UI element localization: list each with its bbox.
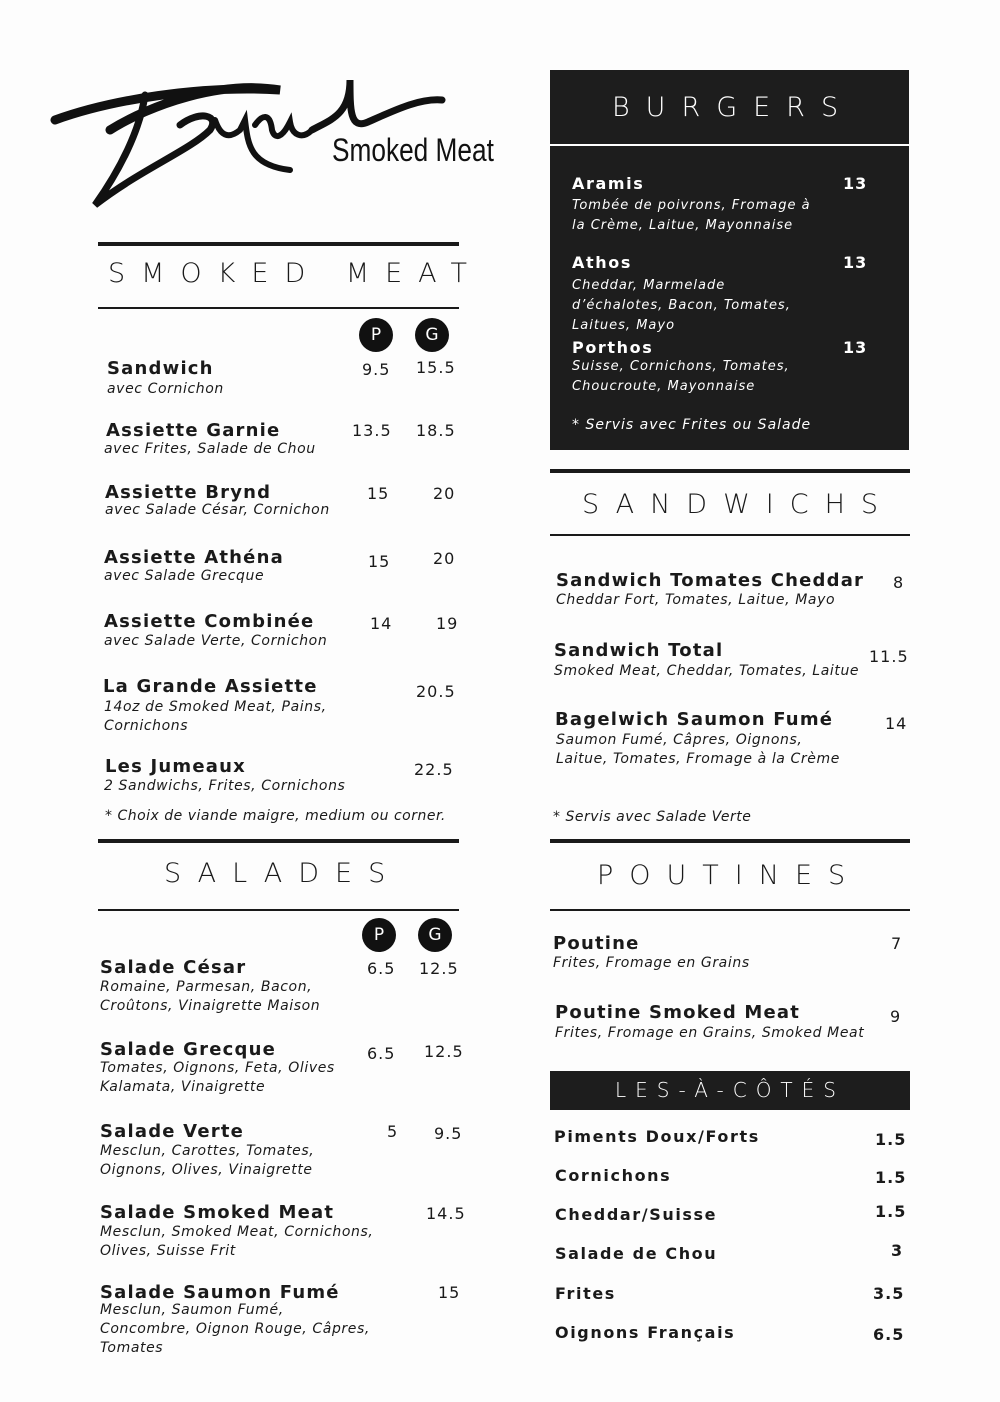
menu-item-name: Assiette Combinée bbox=[104, 611, 315, 632]
section-burgers bbox=[550, 70, 909, 450]
footnote: * Servis avec Salade Verte bbox=[553, 809, 752, 825]
menu-item-name: Aramis bbox=[572, 174, 645, 193]
menu-item-name: Salade Verte bbox=[100, 1121, 245, 1142]
section-title: POUTINES bbox=[597, 860, 862, 891]
menu-item-desc: Suisse, Cornichons, Tomates, Choucroute, Mayonnaise bbox=[572, 359, 790, 394]
price-g: 20.5 bbox=[416, 682, 456, 701]
price-g: 15 bbox=[438, 1283, 461, 1302]
price-g: 22.5 bbox=[414, 760, 454, 779]
price-p: 14 bbox=[370, 614, 393, 633]
price-p: 13.5 bbox=[352, 421, 392, 440]
menu-item-name: Sandwich bbox=[107, 358, 214, 379]
divider bbox=[98, 242, 459, 246]
price: 8 bbox=[893, 573, 905, 592]
menu-item-desc: avec Salade César, Cornichon bbox=[105, 502, 330, 518]
menu-item-name: La Grande Assiette bbox=[103, 676, 318, 697]
size-g-badge: G bbox=[418, 918, 452, 952]
menu-item-desc: Mesclun, Carottes, Tomates, Oignons, Olives, Vinaigrette bbox=[100, 1143, 315, 1178]
price: 13 bbox=[843, 174, 868, 193]
menu-item-name: Les Jumeaux bbox=[105, 756, 246, 777]
menu-item-desc: avec Cornichon bbox=[107, 381, 224, 397]
side-item-name: Frites bbox=[555, 1284, 616, 1303]
menu-item-desc: Cheddar Fort, Tomates, Laitue, Mayo bbox=[556, 592, 836, 608]
divider bbox=[550, 909, 910, 911]
menu-item-desc: avec Salade Grecque bbox=[104, 568, 265, 584]
section-title: SMOKED MEAT bbox=[108, 258, 484, 289]
price: 13 bbox=[843, 253, 868, 272]
brand-subtitle: Smoked Meat bbox=[332, 132, 494, 168]
cotes-header-bar bbox=[550, 1071, 910, 1110]
price-p: 6.5 bbox=[367, 959, 396, 978]
side-item-name: Cheddar/Suisse bbox=[555, 1205, 718, 1224]
price-g: 18.5 bbox=[416, 421, 456, 440]
menu-item-name: Sandwich Tomates Cheddar bbox=[556, 570, 865, 591]
price-p: 15 bbox=[368, 552, 391, 571]
menu-item-desc: Tomates, Oignons, Feta, Olives Kalamata, Vinaigrette bbox=[100, 1060, 335, 1095]
divider bbox=[98, 307, 459, 309]
price: 1.5 bbox=[875, 1130, 907, 1149]
price-p: 6.5 bbox=[367, 1044, 396, 1063]
menu-item-name: Assiette Athéna bbox=[104, 547, 284, 568]
footnote: * Choix de viande maigre, medium ou corner. bbox=[105, 808, 446, 824]
divider bbox=[550, 839, 910, 843]
divider bbox=[550, 469, 910, 473]
divider bbox=[98, 909, 459, 911]
price-g: 14.5 bbox=[426, 1204, 466, 1223]
menu-item-name: Poutine bbox=[553, 933, 640, 954]
price: 1.5 bbox=[875, 1202, 907, 1221]
price: 3.5 bbox=[873, 1284, 905, 1303]
menu-item-desc: Tombée de poivrons, Fromage à la Crème, Laitue, Mayonnaise bbox=[572, 198, 811, 233]
price-g: 20 bbox=[433, 549, 456, 568]
menu-item-desc: Saumon Fumé, Câpres, Oignons, Laitue, Tomates, Fromage à la Crème bbox=[556, 732, 840, 767]
menu-item-desc: Smoked Meat, Cheddar, Tomates, Laitue bbox=[554, 663, 860, 679]
menu-item-desc: Mesclun, Smoked Meat, Cornichons, Olives, Suisse Frit bbox=[100, 1224, 374, 1259]
price: 3 bbox=[891, 1241, 904, 1260]
price-p: 9.5 bbox=[362, 360, 391, 379]
price-p: 15 bbox=[367, 484, 390, 503]
brand-logo bbox=[50, 60, 520, 220]
menu-item-desc: Mesclun, Saumon Fumé, Concombre, Oignon Rouge, Câpres, Tomates bbox=[100, 1302, 370, 1356]
side-item-name: Oignons Français bbox=[555, 1323, 736, 1342]
price-g: 15.5 bbox=[416, 358, 456, 377]
price-g: 20 bbox=[433, 484, 456, 503]
menu-item-name: Assiette Garnie bbox=[106, 420, 281, 441]
menu-item-name: Salade Smoked Meat bbox=[100, 1202, 335, 1223]
section-title: BURGERS bbox=[612, 92, 855, 123]
price: 13 bbox=[843, 338, 868, 357]
divider bbox=[550, 534, 910, 536]
menu-item-desc: Cheddar, Marmelade d’échalotes, Bacon, Tomates, Laitues, Mayo bbox=[572, 278, 791, 333]
menu-item-name: Salade Grecque bbox=[100, 1039, 277, 1060]
price: 14 bbox=[885, 714, 908, 733]
price: 9 bbox=[890, 1007, 902, 1026]
menu-item-desc: Frites, Fromage en Grains, Smoked Meat bbox=[555, 1025, 865, 1041]
menu-item-desc: avec Frites, Salade de Chou bbox=[104, 441, 316, 457]
menu-item-desc: Romaine, Parmesan, Bacon, Croûtons, Vinaigrette Maison bbox=[100, 979, 321, 1014]
size-p-badge: P bbox=[362, 918, 396, 952]
menu-item-desc: Frites, Fromage en Grains bbox=[553, 955, 750, 971]
side-item-name: Piments Doux/Forts bbox=[554, 1127, 760, 1146]
size-g-badge: G bbox=[415, 318, 449, 352]
price: 6.5 bbox=[873, 1325, 905, 1344]
menu-item-desc: avec Salade Verte, Cornichon bbox=[104, 633, 328, 649]
price: 11.5 bbox=[869, 647, 909, 666]
menu-item-name: Porthos bbox=[572, 338, 654, 357]
menu-item-name: Sandwich Total bbox=[554, 640, 724, 661]
menu-item-name: Poutine Smoked Meat bbox=[555, 1002, 801, 1023]
price: 7 bbox=[891, 934, 903, 953]
section-title: LES-À-CÔTÉS bbox=[615, 1078, 845, 1102]
price-g: 12.5 bbox=[424, 1042, 464, 1061]
price-p: 5 bbox=[387, 1122, 399, 1141]
section-title: SALADES bbox=[164, 858, 402, 889]
menu-item-name: Salade César bbox=[100, 957, 247, 978]
price-g: 9.5 bbox=[434, 1124, 463, 1143]
price-g: 19 bbox=[436, 614, 459, 633]
footnote: * Servis avec Frites ou Salade bbox=[572, 417, 812, 433]
menu-item-name: Assiette Brynd bbox=[105, 482, 272, 503]
divider bbox=[98, 839, 459, 843]
side-item-name: Salade de Chou bbox=[555, 1244, 718, 1263]
menu-item-name: Athos bbox=[572, 253, 632, 272]
price: 1.5 bbox=[875, 1168, 907, 1187]
menu-item-desc: 14oz de Smoked Meat, Pains, Cornichons bbox=[104, 699, 327, 734]
divider bbox=[550, 144, 909, 146]
menu-item-desc: 2 Sandwichs, Frites, Cornichons bbox=[104, 778, 346, 794]
size-p-badge: P bbox=[359, 318, 393, 352]
section-title: SANDWICHS bbox=[582, 489, 895, 520]
menu-item-name: Salade Saumon Fumé bbox=[100, 1282, 340, 1303]
side-item-name: Cornichons bbox=[555, 1166, 672, 1185]
menu-item-name: Bagelwich Saumon Fumé bbox=[555, 709, 834, 730]
price-g: 12.5 bbox=[419, 959, 459, 978]
